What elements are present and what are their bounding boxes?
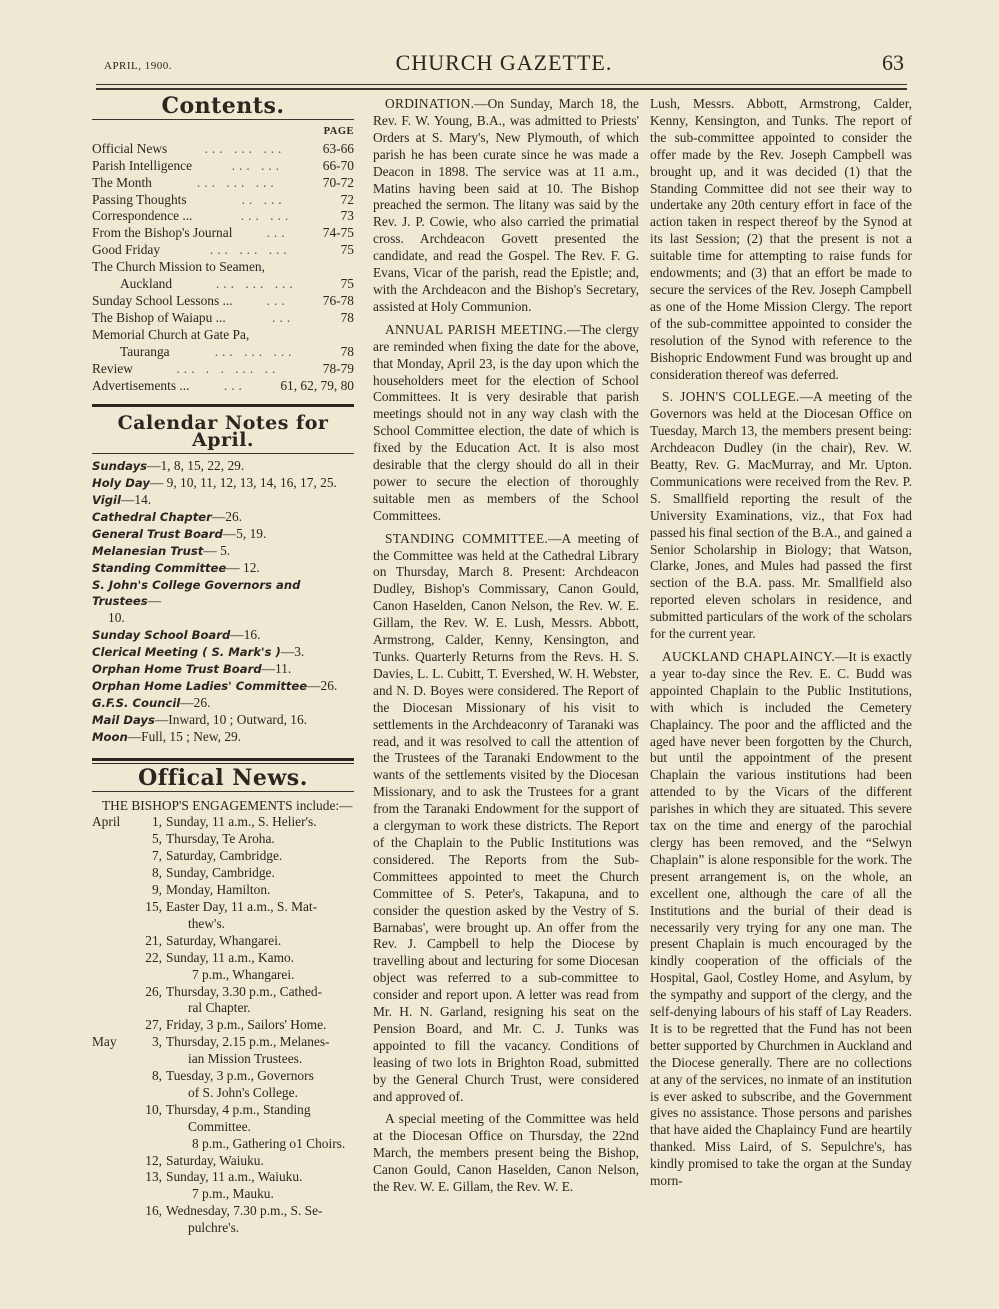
contents-leader (265, 259, 354, 276)
engagement-day: 26, (145, 983, 162, 999)
engagement-text: Saturday, Waiuku. (166, 1152, 264, 1168)
engagement-day: 27, (145, 1017, 162, 1033)
engagement-day: 8, (151, 1068, 162, 1084)
contents-label: Tauranga (120, 343, 170, 359)
article-paragraph (373, 1111, 639, 1196)
engagement-day: 1, (151, 814, 162, 830)
column-middle (373, 96, 639, 1202)
contents-row (92, 242, 354, 259)
engagement-item (92, 848, 354, 865)
engagement-item (92, 899, 354, 933)
engagement-month (92, 1203, 140, 1237)
engagement-body (162, 848, 354, 865)
engagement-text: Thursday, 3.30 p.m., Cathed- (166, 983, 323, 999)
contents-leader: ... . . ... .. (176, 360, 280, 376)
contents-pages: 78-79 (322, 360, 354, 376)
engagement-text: Friday, 3 p.m., Sailors' Home. (166, 1017, 327, 1033)
engagement-day: 21, (145, 932, 162, 948)
contents-pages: 66-70 (322, 157, 354, 173)
contents-row (92, 158, 354, 175)
engagement-body (162, 1034, 354, 1068)
contents-leader: ... (223, 377, 246, 393)
calendar-label: Orphan Home Ladies' Committee (92, 679, 308, 693)
engagement-text: Thursday, 4 p.m., Standing (166, 1101, 311, 1117)
article-text: —A meeting of the Committee was held at the Cathedral Library on Thursday, March 8. Present: Archdeacon Dudley, Bishop's Commissary, Canon Gould, Canon Haselden, Canon Nelson, the Rev. W. E. Gillam, the Rev. W. E. Lush, Messrs. Abbott, Armstrong, Calder, Kenny, Kensington, and Tunks. Quarterly Returns from the Revs. H. S. Davies, L. L. Cubitt, T. Evershed, W. H. Webster, and N. D. Boyes were considered. The Report of the Diocesan Missionary of his visit to settlements in the Archdeaconry of Taranaki was read, and it was resolved to call the attention of the Trustees of the Taranaki Endowment to the wants of the settlements visited by the Diocesan Missionary, and to ask the Trustees for a grant from the Taranaki Endowment for the support of a clergyman to work these districts. The Report of the Chaplain to the Public Institutions was considered. The Reports from the Sub-Committees appointed to meet the Church Committee of S. Peter's, Takapuna, and to consider the question asked by the Vestry of S. Barnabas', were brought up. An offer from the Rev. J. Campbell to help the Diocese by travelling about and lecturing for some Diocesan object was referred to a sub-committee to consider and report upon. A letter was read from Mr. H. N. Garland, resigning his seat on the Pension Board, and Mr. C. J. Tunks was appointed to fill the vacancy. Conditions of leasing of two lots in Brighton Road, submitted by the General Church Trust, were considered and approved of. (373, 530, 639, 1104)
publication-title: CHURCH GAZETTE. (395, 50, 613, 75)
engagement-text-cont: ral Chapter. (188, 1000, 251, 1016)
divider (92, 453, 354, 454)
engagement-body (162, 865, 354, 882)
divider (92, 404, 354, 407)
engagement-body (162, 1068, 354, 1102)
engagement-item (92, 1102, 354, 1136)
calendar-label: Holy Day (92, 476, 150, 491)
calendar-label: Sunday School Board (92, 628, 231, 643)
contents-label: Correspondence ... (92, 208, 193, 224)
article-heading: ORDINATION. (385, 96, 475, 111)
article-paragraph (373, 322, 639, 525)
engagement-text-cont: thew's. (188, 915, 226, 931)
header-rule (96, 84, 907, 90)
engagement-text: 8 p.m., Gathering o1 Choirs. (192, 1135, 346, 1151)
engagement-item (92, 933, 354, 950)
engagement-body (162, 831, 354, 848)
engagements-list (92, 814, 354, 1237)
engagement-text-cont: Committee. (188, 1118, 251, 1134)
divider (92, 758, 354, 764)
contents-pages: 74-75 (322, 225, 354, 241)
engagement-body (162, 1203, 354, 1237)
article-heading: S. JOHN'S COLLEGE. (662, 389, 800, 405)
calendar-value: — 5. (203, 542, 231, 558)
engagement-day: 5, (151, 831, 162, 847)
calendar-item (92, 644, 354, 661)
calendar-value: — (147, 593, 162, 609)
calendar-label: Melanesian Trust (92, 543, 204, 558)
engagement-month (92, 831, 140, 848)
article-paragraph (650, 96, 912, 383)
calendar-item (92, 458, 354, 475)
contents-pages: 70-72 (322, 174, 354, 190)
contents-row (92, 208, 354, 225)
calendar-item (92, 560, 354, 577)
contents-pages: 78 (340, 309, 354, 325)
article-text: —On Sunday, March 18, the Rev. F. W. Young, B.A., was admitted to Priests' Orders at S. Mary's, New Plymouth, of which parish he has been curate since he was made a Deacon in 1898. The service was at 11 a.m., Matins having been said at 10. The Bishop preached the sermon. The litany was said by the Rev. J. P. Cowie, who also carried the primatial cross. Archdeacon Govett presented the candidate, and read the Gospel. The Rev. F. G. Evans, Vicar of the parish, read the Epistle; and, with the Archdeacon and the Bishop's Secretary, assisted at Holy Communion. (373, 96, 639, 314)
engagement-text-cont: pulchre's. (188, 1220, 240, 1236)
calendar-item (92, 509, 354, 526)
column-left (92, 93, 354, 1237)
contents-leader: ... ... (240, 208, 293, 224)
contents-label: Good Friday (92, 242, 161, 258)
contents-row (92, 310, 354, 327)
contents-label: Official News (92, 140, 168, 156)
contents-label: Sunday School Lessons ... (92, 292, 233, 308)
contents-leader: ... ... ... (204, 140, 286, 156)
calendar-item (92, 543, 354, 560)
engagement-month (92, 1169, 140, 1186)
engagement-text: 7 p.m., Whangarei. (192, 966, 295, 982)
calendar-value: —11. (261, 661, 292, 677)
engagement-day: 8, (151, 865, 162, 881)
engagement-text: 7 p.m., Mauku. (192, 1186, 274, 1202)
contents-leader: ... ... ... (196, 174, 278, 190)
engagement-item (92, 950, 354, 967)
contents-title: Contents. (161, 93, 285, 119)
calendar-item (92, 695, 354, 712)
engagement-text: Thursday, 2.15 p.m., Melanes- (166, 1034, 330, 1050)
calendar-label: General Trust Board (92, 526, 223, 541)
contents-pages: 61, 62, 79, 80 (280, 377, 354, 393)
contents-row (92, 327, 354, 344)
engagement-item (92, 1017, 354, 1034)
engagement-item (92, 984, 354, 1018)
contents-leader: ... ... ... (215, 276, 297, 292)
calendar-item (92, 627, 354, 644)
article-paragraph (373, 531, 639, 1106)
engagement-month (92, 882, 140, 899)
contents-pages: 72 (340, 191, 354, 207)
calendar-value: —3. (280, 644, 305, 660)
divider (92, 791, 354, 792)
engagement-text: Saturday, Cambridge. (166, 848, 283, 864)
article-paragraph (650, 389, 912, 643)
engagement-day: 9, (151, 882, 162, 898)
engagement-day: 15, (145, 898, 162, 914)
contents-label: Advertisements ... (92, 377, 190, 393)
calendar-label: Clerical Meeting ( S. Mark's ) (92, 645, 281, 660)
engagement-month (92, 848, 140, 865)
engagement-day: 10, (145, 1101, 162, 1117)
contents-leader: ... (266, 225, 289, 241)
calendar-label: Moon (92, 729, 128, 744)
engagement-text: Sunday, Cambridge. (166, 865, 275, 881)
engagement-item (92, 1034, 354, 1068)
engagement-text: Tuesday, 3 p.m., Governors (166, 1068, 314, 1084)
engagement-subitem (92, 967, 354, 984)
contents-row (92, 192, 354, 209)
contents-page-label: PAGE (323, 125, 354, 137)
article-text: Lush, Messrs. Abbott, Armstrong, Calder, Kenny, Kensington, and Tunks. The report of the sub-committee appointed to consider the offer made by the Rev. Joseph Campbell was brought up, and it was decided (1) that the Standing Committee did not see their way to undertake any 20th century effort in face of the action taken in respect thereof by the Synod at its last Session; (2) that the present is not a suitable time for attempting to raise funds for endowments; and (3) that an effort be made to secure the services of the Rev. Joseph Campbell as one of the Home Mission Clergy. The report of the sub-committee appointed to consider the resolution of the Synod with reference to the Bishopric Endowment Fund was brought up and consideration thereof was deferred. (650, 96, 912, 382)
calendar-title: Calendar Notes for April. (117, 412, 329, 452)
contents-row (92, 293, 354, 310)
contents-row (92, 141, 354, 158)
engagement-day: 3, (151, 1034, 162, 1050)
calendar-item (92, 526, 354, 543)
contents-leader: ... ... ... (209, 242, 291, 258)
calendar-value: — 9, 10, 11, 12, 13, 14, 16, 17, 25. (149, 475, 337, 491)
engagements-intro: THE BISHOP'S ENGAGEMENTS include:— (102, 797, 353, 813)
engagement-text-cont: ian Mission Trustees. (188, 1051, 303, 1067)
engagement-month (92, 933, 140, 950)
article-paragraph (373, 96, 639, 316)
engagement-body (162, 814, 354, 831)
article-text: —It is exactly a year to-day since the Rev. E. C. Budd was appointed Chaplain to the Public Institutions, with which is included the Cemetery Chaplaincy. The poor and the afflicted and the aged have never been forgotten by the Church, but until the appointment of the present Chaplain the various institutions had been attended to by the Vicars of the different parishes in which they are situated. This severe tax on the time and energy of the parochial clergy has been removed, and the “Selwyn Chaplain” is alone responsible for the work. The present arrangement is, on the whole, an excellent one, although the care of all the Institutions and the burial of their dead is necessarily very trying for any one man. The present Chaplain is much encouraged by the kindly cooperation of the officials of the Hospital, Gaol, Costley Home, and Asylum, by the sympathy and support of the clergy, and the self-denying labours of his staff of Lay Readers. It is to be regretted that the Fund has not been better supported by Churchmen in Auckland and the Diocese generally. There are no collections at any of the services, no inmate of an institution is ever asked to subscribe, and the Government gives no assistance. Those persons and parishes that have aided the Chaplaincy Fund are heartily thanked. Miss Laird, of S. Sepulchre's, has kindly promised to take the organ at the Sunday morn- (650, 649, 912, 1189)
contents-leader: ... (272, 309, 295, 325)
contents-pages: 63-66 (322, 140, 354, 156)
engagement-item (92, 1068, 354, 1102)
engagement-item (92, 882, 354, 899)
calendar-value: —26. (211, 508, 242, 524)
contents-label: The Month (92, 174, 152, 190)
engagement-month (92, 1017, 140, 1034)
calendar-value: — 12. (226, 559, 260, 575)
engagement-body (162, 1102, 354, 1136)
calendar-item (92, 577, 354, 628)
contents-pages: 78 (340, 343, 354, 359)
engagement-month (92, 1153, 140, 1170)
engagement-month (92, 950, 140, 967)
contents-leader (249, 327, 354, 344)
official-news-title: Offical News. (138, 764, 308, 791)
article-heading: ANNUAL PARISH MEETING. (385, 321, 567, 337)
engagement-text: Saturday, Whangarei. (166, 932, 282, 948)
contents-pages: 75 (340, 276, 354, 292)
engagement-text: Sunday, 11 a.m., S. Helier's. (166, 814, 317, 830)
calendar-value: —Full, 15 ; New, 29. (127, 728, 242, 744)
contents-label: Auckland (120, 276, 173, 292)
calendar-label: Sundays (92, 459, 148, 474)
contents-row (92, 259, 354, 276)
engagement-month: May (92, 1034, 117, 1050)
calendar-item (92, 729, 354, 746)
engagement-month: April (92, 814, 121, 830)
calendar-value: —Inward, 10 ; Outward, 16. (154, 711, 308, 727)
contents-row (92, 225, 354, 242)
contents-label: From the Bishop's Journal (92, 225, 233, 241)
contents-pages: 76-78 (322, 292, 354, 308)
contents-row (92, 344, 354, 361)
calendar-value: —14. (121, 492, 152, 508)
engagement-body (162, 984, 354, 1018)
contents-label: Passing Thoughts (92, 191, 187, 207)
engagement-day: 12, (145, 1152, 162, 1168)
engagement-text-cont: of S. John's College. (188, 1084, 298, 1100)
calendar-item (92, 492, 354, 509)
calendar-value: —26. (307, 678, 338, 693)
contents-row (92, 361, 354, 378)
calendar-label: Standing Committee (92, 560, 227, 575)
engagement-day: 13, (145, 1169, 162, 1185)
contents-leader: ... ... ... (214, 343, 296, 359)
engagement-item (92, 1153, 354, 1170)
article-heading: AUCKLAND CHAPLAINCY. (662, 649, 835, 664)
calendar-item (92, 712, 354, 729)
contents-label: The Bishop of Waiapu ... (92, 309, 226, 325)
calendar-item (92, 661, 354, 678)
article-paragraph (650, 649, 912, 1190)
engagement-body (162, 882, 354, 899)
column-right (650, 96, 912, 1196)
engagement-text: Monday, Hamilton. (166, 882, 271, 898)
engagement-body (162, 1017, 354, 1034)
engagement-month (92, 984, 140, 1018)
contents-list (92, 141, 354, 395)
engagement-text: Thursday, Te Aroha. (166, 831, 275, 847)
engagement-body (162, 950, 354, 967)
contents-leader: ... (266, 292, 289, 308)
engagement-text: Wednesday, 7.30 p.m., S. Se- (166, 1203, 323, 1219)
contents-pages: 75 (340, 242, 354, 258)
engagement-body (162, 1169, 354, 1186)
calendar-value: —1, 8, 15, 22, 29. (147, 458, 245, 474)
engagement-day: 22, (145, 949, 162, 965)
contents-label: Parish Intelligence (92, 157, 193, 173)
contents-label: Memorial Church at Gate Pa, (92, 326, 250, 342)
article-text: —The clergy are reminded when fixing the date for the above, that Monday, April 23, is the day upon which the householders meet for the election of School Committees. It is very desirable that parish meetings should not in any way clash with the School Committee election, the date of which is fixed by the Education Act. It is also most desirable that the clergy should do all in their power to secure the election of thoroughly suitable men as members of the School Committees. (373, 321, 639, 523)
contents-row (92, 276, 354, 293)
calendar-label: Cathedral Chapter (92, 509, 212, 524)
calendar-label: Orphan Home Trust Board (92, 662, 262, 677)
calendar-item (92, 678, 354, 695)
contents-leader: .. ... (241, 191, 286, 207)
calendar-list (92, 458, 354, 745)
engagement-body (162, 933, 354, 950)
calendar-label: Vigil (92, 493, 121, 508)
page-number: 63 (882, 50, 904, 75)
engagement-body (162, 899, 354, 933)
article-text: —A meeting of the Governors was held at the Diocesan Office on Tuesday, March 13, the members present being: Archdeacon Dudley (in the chair), Rev. W. Beatty, Rev. G. MacMurray, and Mr. Upton. Communications were received from the Rev. P. S. Smallfield reporting the result of the University Examinations, viz., that Fox had passed his final section of the B.A., and gained a Senior Scholarship in Biology; that Watson, Clarke, Jones, and Mules had passed the first section of the B.A. pass. Mr. Smallfield also reported eleven scholars in residence, and submitted particulars of the work of the scholars for the current year. (650, 389, 913, 642)
engagement-text: Sunday, 11 a.m., Kamo. (166, 949, 295, 965)
page-header (104, 48, 904, 78)
engagement-item (92, 865, 354, 882)
calendar-value: —5, 19. (222, 525, 267, 541)
engagement-item (92, 831, 354, 848)
engagement-item (92, 814, 354, 831)
article-heading: STANDING COMMITTEE. (385, 530, 549, 546)
engagement-month (92, 865, 140, 882)
calendar-label: S. John's College Governors and Trustees (92, 577, 301, 609)
divider (92, 119, 354, 120)
contents-row (92, 175, 354, 192)
engagement-text: Easter Day, 11 a.m., S. Mat- (166, 898, 318, 914)
contents-leader: ... ... (231, 157, 284, 173)
engagement-subitem (92, 1136, 354, 1153)
engagement-month (92, 1068, 140, 1102)
engagement-day: 16, (145, 1203, 162, 1219)
engagement-item (92, 1203, 354, 1237)
article-text: A special meeting of the Committee was held at the Diocesan Office on Thursday, the 22nd March, the members present being the Bishop, Canon Gould, Canon Haselden, Canon Nelson, the Rev. W. E. Gillam, the Rev. W. E. (373, 1111, 639, 1195)
calendar-value: —26. (180, 694, 211, 710)
issue-date: APRIL, 1900. (104, 60, 173, 72)
engagement-day: 7, (151, 848, 162, 864)
contents-label: Review (92, 360, 133, 376)
engagement-month (92, 1102, 140, 1136)
engagement-body (162, 1153, 354, 1170)
calendar-value-cont: 10. (108, 610, 125, 626)
contents-label: The Church Mission to Seamen, (92, 259, 265, 275)
engagement-item (92, 1169, 354, 1186)
engagement-month (92, 899, 140, 933)
engagement-subitem (92, 1186, 354, 1203)
calendar-value: —16. (230, 627, 261, 643)
calendar-item (92, 475, 354, 492)
calendar-label: Mail Days (92, 712, 155, 727)
contents-pages: 73 (340, 208, 354, 224)
calendar-label: G.F.S. Council (92, 695, 181, 710)
engagement-text: Sunday, 11 a.m., Waiuku. (166, 1169, 303, 1185)
contents-row (92, 378, 354, 395)
